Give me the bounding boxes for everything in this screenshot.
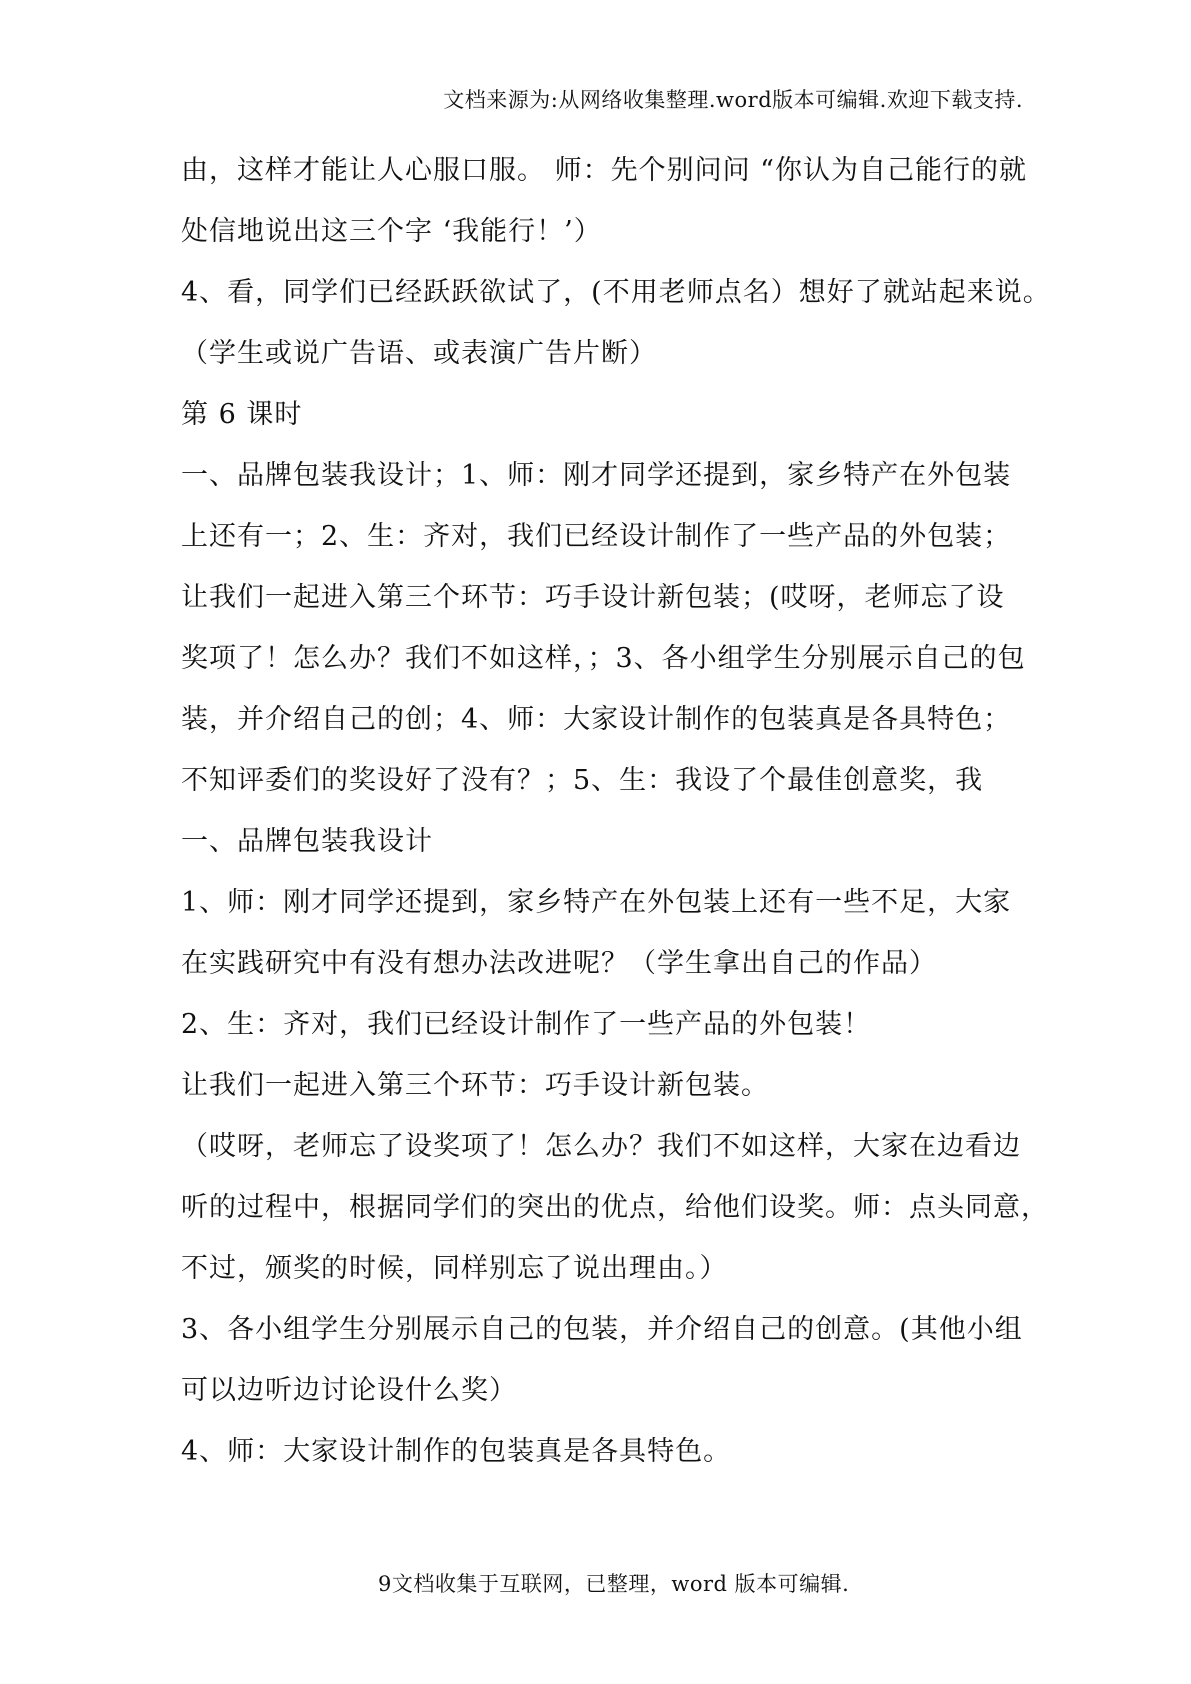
paragraph-line: 让我们一起进入第三个环节：巧手设计新包装；(哎呀，老师忘了设 <box>181 582 1005 613</box>
paragraph-line: 处信地说出这三个字 ‘我能行！’） <box>181 216 602 247</box>
page-header: 文档来源为:从网络收集整理.word版本可编辑.欢迎下载支持. <box>443 88 1023 112</box>
paragraph-line: 一、品牌包装我设计；1、师：刚才同学还提到，家乡特产在外包装 <box>181 460 1012 491</box>
paragraph-line: 装，并介绍自己的创；4、师：大家设计制作的包装真是各具特色； <box>181 704 1012 735</box>
paragraph-line: 2、生：齐对，我们已经设计制作了一些产品的外包装！ <box>181 1009 872 1040</box>
paragraph-line: （哎呀，老师忘了设奖项了！怎么办？我们不如这样，大家在边看边 <box>181 1131 1021 1162</box>
paragraph-line: 由，这样才能让人心服口服。 师：先个别问问 “你认为自己能行的就 <box>181 155 1027 186</box>
paragraph-line: 4、师：大家设计制作的包装真是各具特色。 <box>181 1436 732 1467</box>
page-footer: 9文档收集于互联网，已整理，word 版本可编辑. <box>378 1572 850 1596</box>
paragraph-line: 3、各小组学生分别展示自己的包装，并介绍自己的创意。(其他小组 <box>181 1314 1023 1345</box>
paragraph-line: 上还有一；2、生：齐对，我们已经设计制作了一些产品的外包装； <box>181 521 1012 552</box>
paragraph-line: （学生或说广告语、或表演广告片断） <box>181 338 657 369</box>
paragraph-line: 可以边听边讨论设什么奖） <box>181 1375 517 1406</box>
paragraph-line: 不知评委们的奖设好了没有？；5、生：我设了个最佳创意奖，我 <box>181 765 984 796</box>
paragraph-line: 不过，颁奖的时候，同样别忘了说出理由。） <box>181 1253 728 1284</box>
document-body <box>181 140 1051 1482</box>
paragraph-line: 1、师：刚才同学还提到，家乡特产在外包装上还有一些不足，大家 <box>181 887 1012 918</box>
paragraph-line: 让我们一起进入第三个环节：巧手设计新包装。 <box>181 1070 769 1101</box>
paragraph-line: 在实践研究中有没有想办法改进呢？（学生拿出自己的作品） <box>181 948 937 979</box>
paragraph-line: 听的过程中，根据同学们的突出的优点，给他们设奖。师：点头同意， <box>181 1192 1049 1223</box>
paragraph-line: 奖项了！怎么办？我们不如这样，；3、各小组学生分别展示自己的包 <box>181 643 1026 674</box>
section-heading: 一、品牌包装我设计 <box>181 826 433 857</box>
section-heading: 第 6 课时 <box>181 399 303 430</box>
paragraph-line: 4、看，同学们已经跃跃欲试了，(不用老师点名）想好了就站起来说。 <box>181 277 1051 308</box>
